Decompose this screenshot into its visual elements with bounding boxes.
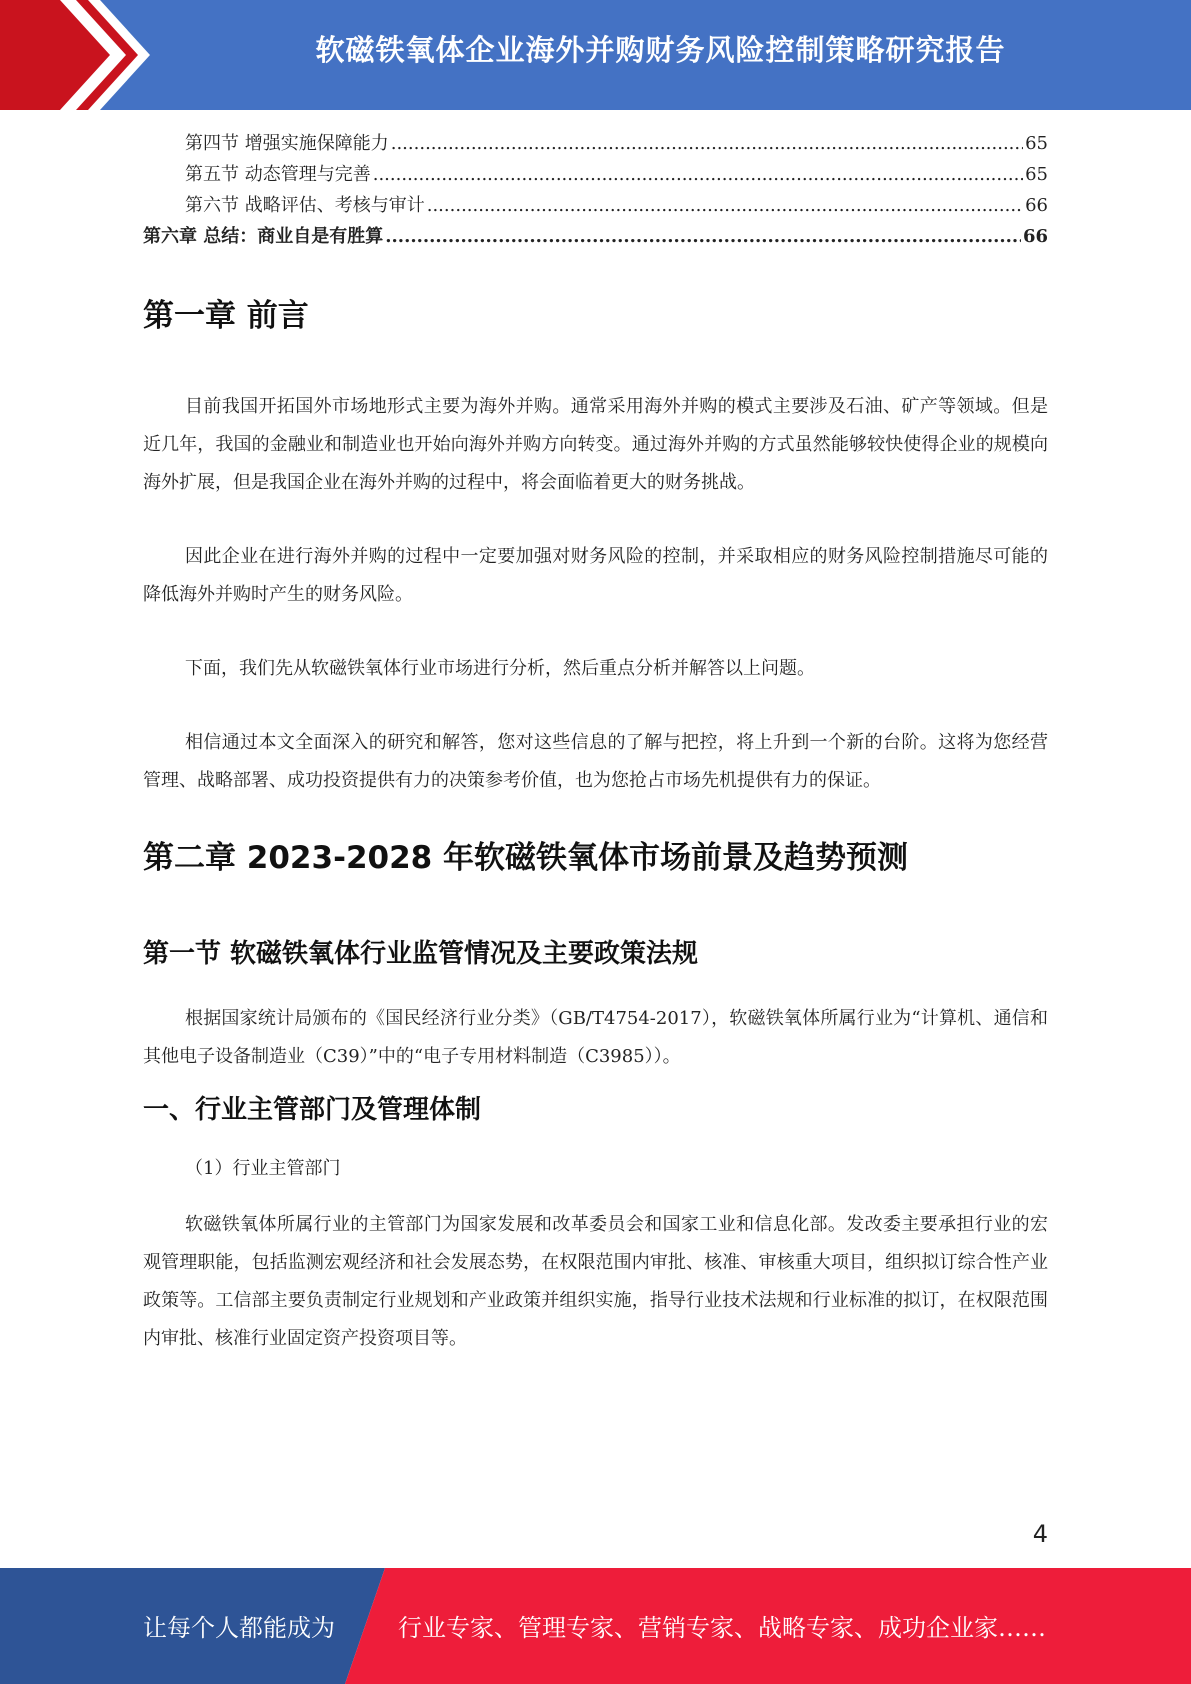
table-of-contents — [143, 128, 1048, 252]
toc-leader-dots — [385, 221, 1021, 252]
page-header — [0, 0, 1191, 110]
toc-entry-page: 65 — [1025, 133, 1048, 154]
toc-leader-dots — [427, 190, 1023, 221]
toc-entry[interactable] — [143, 128, 1048, 159]
page-number: 4 — [1032, 1520, 1048, 1548]
report-title: 软磁铁氧体企业海外并购财务风险控制策略研究报告 — [315, 33, 1006, 67]
toc-entry-page: 66 — [1022, 226, 1048, 247]
toc-entry-label: 第六节 战略评估、考核与审计 — [185, 195, 425, 216]
toc-leader-dots — [373, 159, 1023, 190]
section-1-heading: 第一节 软磁铁氧体行业监管情况及主要政策法规 — [143, 939, 699, 969]
toc-entry-label: 第四节 增强实施保障能力 — [185, 133, 389, 154]
paragraph: 因此企业在进行海外并购的过程中一定要加强对财务风险的控制，并采取相应的财务风险控制措施尽可能的降低海外并购时产生的财务风险。 — [143, 546, 1048, 605]
toc-entry[interactable] — [143, 159, 1048, 190]
toc-entry-chapter[interactable] — [143, 221, 1048, 252]
paragraph: 相信通过本文全面深入的研究和解答，您对这些信息的了解与把控，将上升到一个新的台阶。这将为您经营管理、战略部署、成功投资提供有力的决策参考价值，也为您抢占市场先机提供有力的保证。 — [143, 732, 1048, 791]
header-chevron-decoration — [0, 0, 160, 110]
paragraph: 根据国家统计局颁布的《国民经济行业分类》（GB/T4754-2017），软磁铁氧体所属行业为“计算机、通信和其他电子设备制造业（C39）”中的“电子专用材料制造（C3985））。 — [143, 1008, 1048, 1067]
paragraph: 目前我国开拓国外市场地形式主要为海外并购。通常采用海外并购的模式主要涉及石油、矿产等领域。但是近几年，我国的金融业和制造业也开始向海外并购方向转变。通过海外并购的方式虽然能够较快使得企业的规模向海外扩展，但是我国企业在海外并购的过程中，将会面临着更大的财务挑战。 — [143, 396, 1048, 493]
footer-slogan-right: 行业专家、管理专家、营销专家、战略专家、成功企业家…… — [398, 1614, 1046, 1642]
paragraph: 软磁铁氧体所属行业的主管部门为国家发展和改革委员会和国家工业和信息化部。发改委主要承担行业的宏观管理职能，包括监测宏观经济和社会发展态势，在权限范围内审批、核准、审核重大项目，组织拟订综合性产业政策等。工信部主要负责制定行业规划和产业政策并组织实施，指导行业技术法规和行业标准的拟订，在权限范围内审批、核准行业固定资产投资项目等。 — [143, 1214, 1048, 1349]
paragraph: 下面，我们先从软磁铁氧体行业市场进行分析，然后重点分析并解答以上问题。 — [185, 658, 815, 679]
chapter-2-heading: 第二章 2023-2028 年软磁铁氧体市场前景及趋势预测 — [143, 840, 909, 876]
page-content — [143, 128, 1048, 1358]
toc-entry[interactable] — [143, 190, 1048, 221]
toc-entry-label: 第五节 动态管理与完善 — [185, 164, 371, 185]
toc-entry-page: 65 — [1025, 164, 1048, 185]
toc-entry-label: 第六章 总结：商业自是有胜算 — [143, 226, 384, 247]
toc-leader-dots — [391, 128, 1023, 159]
chapter-1-heading: 第一章 前言 — [143, 298, 309, 334]
toc-entry-page: 66 — [1025, 195, 1048, 216]
list-item-label: （1）行业主管部门 — [185, 1158, 341, 1179]
page-footer — [0, 1568, 1191, 1684]
subsection-heading: 一、行业主管部门及管理体制 — [143, 1095, 482, 1125]
footer-slogan-left: 让每个人都能成为 — [143, 1614, 335, 1642]
